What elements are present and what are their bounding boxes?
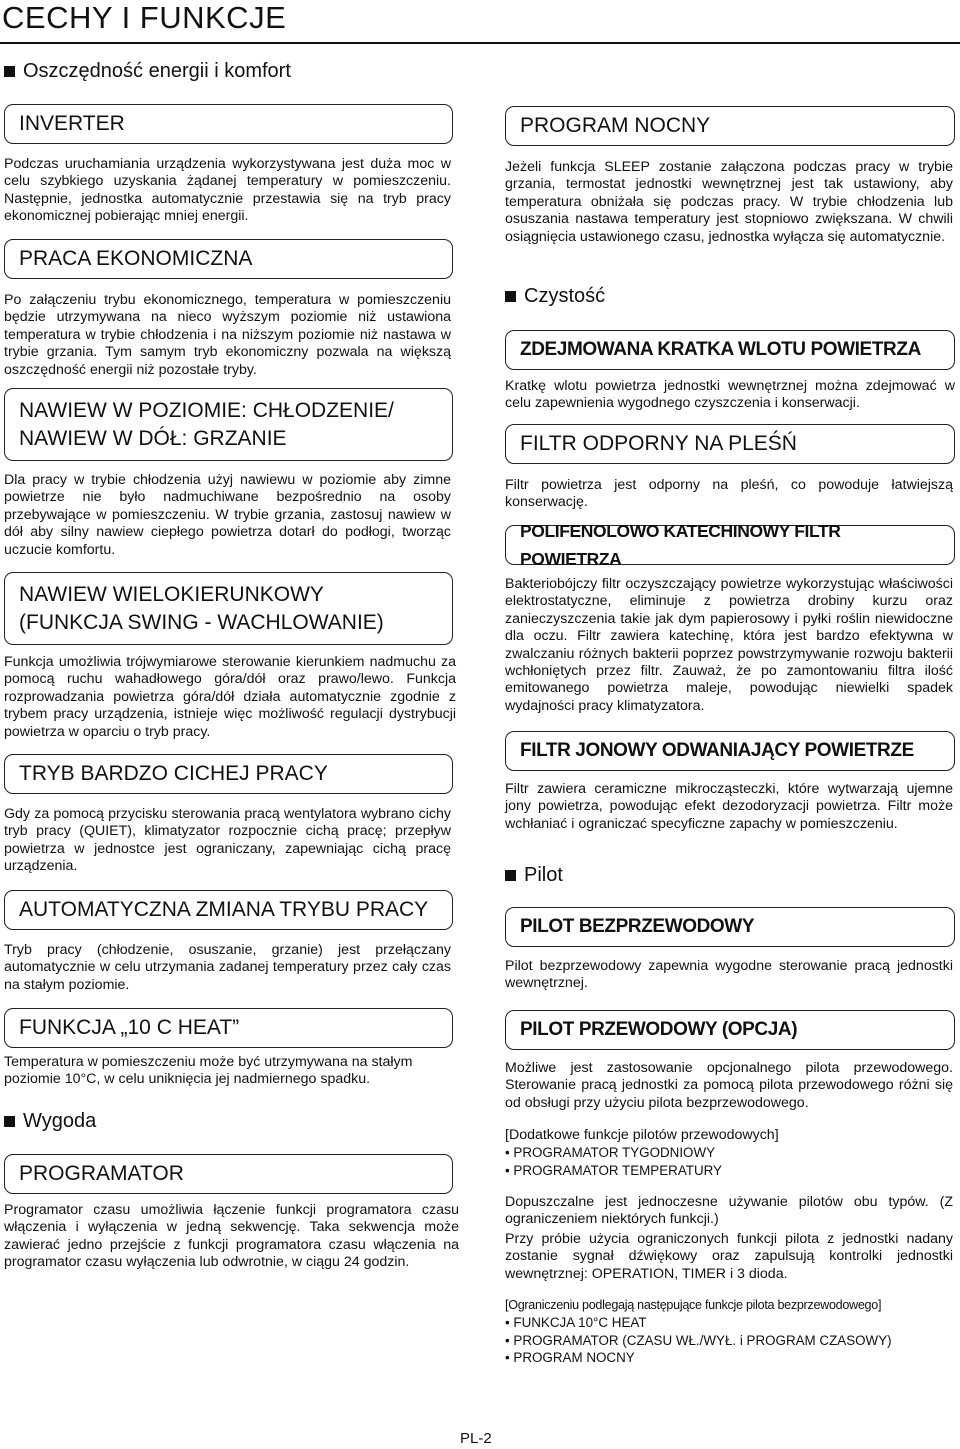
eco-text: Po załączeniu trybu ekonomicznego, temperatura w pomieszczeniu będzie utrzymywana na nieco wyższym poziomie niż ustawiona temperatura w trybie chłodzenia i na niższym poziomie niż nastawa w trybie grzania. Tym samym tryb ekonomiczny pozwala na większą oszczędność energii niż pozostałe tryby. (4, 292, 451, 378)
wired-title-box (505, 1010, 955, 1050)
heat10-title-box (4, 1008, 453, 1048)
ion-title: FILTR JONOWY ODWANIAJĄCY POWIETRZE (520, 740, 914, 761)
title-rule (0, 42, 960, 44)
section-heading-comfort (4, 1110, 96, 1133)
square-bullet-icon (505, 291, 516, 302)
section-heading-clean (505, 285, 605, 308)
swing-title-box (4, 572, 453, 645)
inverter-title: INVERTER (19, 112, 125, 135)
section-heading-remote (505, 864, 563, 887)
airflow-title-box (4, 388, 453, 461)
night-text: Jeżeli funkcja SLEEP zostanie załączona podczas pracy w trybie grzania, termostat jednostki wewnętrznej jest tak ustawiony, aby temperatura obniżała się podczas pracy. W trybie chłodzenia lub osuszania nastawa temperatury jest stopniowo zwiększana. W chwili osiągnięcia ustawionego czasu, jednostka wyłącza się automatycznie. (505, 159, 953, 245)
page-number: PL-2 (460, 1430, 492, 1447)
swing-title-line1: NAWIEW WIELOKIERUNKOWY (19, 582, 324, 606)
wireless-title-box (505, 907, 955, 947)
wired-text-2: Dopuszczalne jest jednoczesne używanie pilotów obu typów. (Z ograniczeniem niektórych funkcji.) (505, 1194, 953, 1228)
grille-title: ZDEJMOWANA KRATKA WLOTU POWIETRZA (520, 339, 921, 360)
list-item: • FUNKCJA 10°C HEAT (505, 1315, 647, 1331)
list-item: • PROGRAMATOR (CZASU WŁ./WYŁ. i PROGRAM CZASOWY) (505, 1332, 892, 1348)
auto-title-box (4, 890, 453, 930)
night-title-box (505, 106, 955, 146)
section-heading-energy (4, 60, 291, 83)
list-item: • PROGRAM NOCNY (505, 1350, 635, 1366)
quiet-title: TRYB BARDZO CICHEJ PRACY (19, 762, 328, 785)
quiet-title-box (4, 754, 453, 794)
grille-text: Kratkę wlotu powietrza jednostki wewnętrznej można zdejmować w celu zapewnienia wygodnego czyszczenia i konserwacji. (505, 378, 955, 412)
wired-extra-header: [Dodatkowe funkcje pilotów przewodowych] (505, 1127, 779, 1143)
night-title: PROGRAM NOCNY (520, 114, 711, 137)
wireless-title: PILOT BEZPRZEWODOWY (520, 916, 755, 937)
programmer-title: PROGRAMATOR (19, 1162, 184, 1185)
eco-title: PRACA EKONOMICZNA (19, 247, 253, 270)
section-heading-text: Wygoda (23, 1110, 97, 1132)
ion-text: Filtr zawiera ceramiczne mikrocząsteczki, które wytwarzają ujemne jony powietrza, powodując efekt dezodoryzacji powietrza. Filtr może wchłaniać i ograniczać specyficzne zapachy w pomieszczeniu. (505, 781, 953, 832)
mold-title: FILTR ODPORNY NA PLEŚŃ (520, 432, 797, 455)
list-item: • PROGRAMATOR TYGODNIOWY (505, 1145, 716, 1161)
ion-title-box (505, 731, 955, 771)
auto-text: Tryb pracy (chłodzenie, osuszanie, grzanie) jest przełączany automatycznie w celu utrzymania zadanej temperatury przez cały czas na stałym poziomie. (4, 942, 451, 993)
wired-text-3: Przy próbie użycia ograniczonych funkcji pilota z jednostki nadany zostanie sygnał dźwiękowy oraz zapulsują kontrolki jednostki wewnętrznej: OPERATION, TIMER i 3 dioda. (505, 1231, 953, 1282)
catechin-title: POLIFENOLOWO KATECHINOWY FILTR POWIETRZA (520, 521, 841, 569)
page-title: CECHY I FUNKCJE (2, 0, 287, 35)
list-item: • PROGRAMATOR TEMPERATURY (505, 1162, 722, 1178)
airflow-title-line1: NAWIEW W POZIOMIE: CHŁODZENIE/ (19, 398, 394, 422)
airflow-title-line2: NAWIEW W DÓŁ: GRZANIE (19, 426, 287, 450)
square-bullet-icon (4, 1116, 15, 1127)
eco-title-box (4, 239, 453, 279)
section-heading-text: Pilot (524, 864, 563, 886)
square-bullet-icon (4, 66, 15, 77)
wireless-text: Pilot bezprzewodowy zapewnia wygodne sterowanie pracą jednostki wewnętrznej. (505, 958, 953, 992)
section-heading-text: Czystość (524, 285, 606, 307)
wired-title: PILOT PRZEWODOWY (OPCJA) (520, 1019, 798, 1040)
mold-text: Filtr powietrza jest odporny na pleśń, co powoduje łatwiejszą konserwację. (505, 477, 953, 511)
grille-title-box (505, 330, 955, 370)
catechin-text: Bakteriobójczy filtr oczyszczający powietrze wykorzystując właściwości elektrostatyczne, eliminuje z powietrza drobiny kurzu oraz zanieczyszczenia takie jak dym papierosowy i pyłki roślin niewidoczne dla oczu. Filtr zawiera katechinę, która jest bardzo efektywna w zwalczaniu różnych bakterii poprzez powstrzymywanie rozwoju bakterii wchłoniętych przez filtr. Zauważ, że po zamontowaniu filtra ilość emitowanego powietrza maleje, powodując niewielki spadek wydajności pracy klimatyzatora. (505, 576, 953, 714)
heat10-title: FUNKCJA „10 C HEAT” (19, 1016, 240, 1039)
auto-title: AUTOMATYCZNA ZMIANA TRYBU PRACY (19, 898, 429, 921)
swing-title-line2: (FUNKCJA SWING - WACHLOWANIE) (19, 610, 384, 634)
swing-text: Funkcja umożliwia trójwymiarowe sterowanie kierunkiem nadmuchu za pomocą ruchu wahadłowego góra/dół oraz prawo/lewo. Funkcja rozprowadzania powietrza góra/dół działa automatycznie zgodnie z trybem pracy urządzenia, istnieje więc możliwość regulacji dystrybucji powietrza w oparciu o tryb pracy. (4, 654, 456, 740)
inverter-title-box (4, 104, 453, 144)
catechin-title-box (505, 521, 955, 569)
heat10-text: Temperatura w pomieszczeniu może być utrzymywana na stałym poziomie 10°C, w celu uniknięcia jej nadmiernego spadku. (4, 1054, 413, 1088)
wired-limit-list (505, 1297, 960, 1367)
wired-limit-header: [Ograniczeniu podlegają następujące funkcje pilota bezprzewodowego] (505, 1298, 882, 1312)
programmer-text: Programator czasu umożliwia łączenie funkcji programatora czasu włączenia i wyłączenia w jedną sekwencję. Taka sekwencja może zawierać jedno przejście z funkcji programatora czasu włączenia na programator czasu wyłączenia lub odwrotnie, w ciągu 24 godzin. (4, 1202, 459, 1271)
wired-extra-list (505, 1127, 953, 1179)
inverter-text: Podczas uruchamiania urządzenia wykorzystywana jest duża moc w celu szybkiego uzyskania żądanej temperatury w pomieszczeniu. Następnie, jednostka automatycznie przestawia się na tryb pracy ekonomicznej pobierając mniej energii. (4, 156, 451, 225)
quiet-text: Gdy za pomocą przycisku sterowania pracą wentylatora wybrano cichy tryb pracy (QUIET), klimatyzator rozpocznie cichą pracę; przepływ powietrza w jednostce jest ograniczany, zapewniając cichą pracę urządzenia. (4, 806, 451, 875)
programmer-title-box (4, 1154, 453, 1194)
mold-title-box (505, 424, 955, 464)
square-bullet-icon (505, 870, 516, 881)
section-heading-text: Oszczędność energii i komfort (23, 60, 291, 82)
wired-text-1: Możliwe jest zastosowanie opcjonalnego pilota przewodowego. Sterowanie pracą jednostki za pomocą pilota przewodowego różni się od obsługi przy użyciu pilota bezprzewodowego. (505, 1060, 953, 1111)
airflow-text: Dla pracy w trybie chłodzenia użyj nawiewu w poziomie aby zimne powietrze nie było nadmuchiwane bezpośrednio na osoby przebywające w pomieszczeniu. W trybie grzania, zastosuj nawiew w dół aby silny nawiew ciepłego powietrza dotarł do podłogi, tworząc uczucie komfortu. (4, 472, 451, 558)
